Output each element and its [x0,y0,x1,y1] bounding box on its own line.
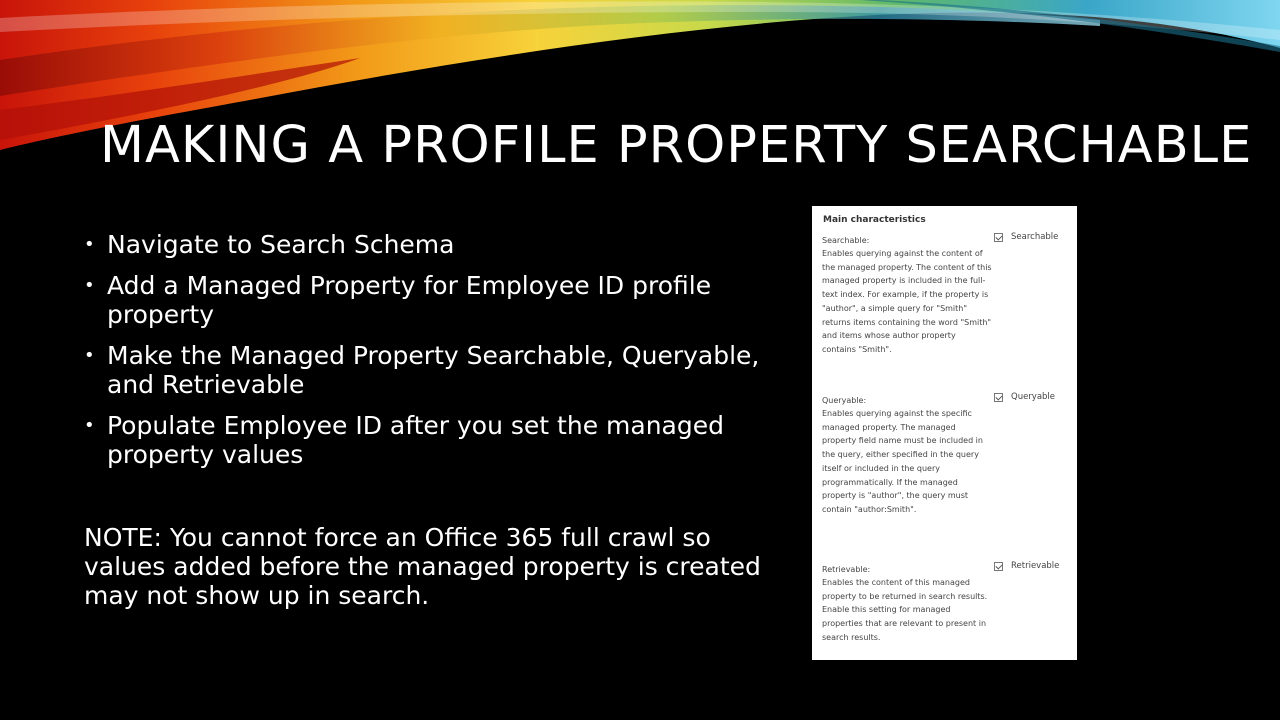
bullet-item [84,271,774,329]
bullet-text: Navigate to Search Schema [107,230,455,259]
slide-title: MAKING A PROFILE PROPERTY SEARCHABLE [100,116,1253,175]
bullet-item [84,411,774,469]
bullet-text: Make the Managed Property Searchable, Queryable, and Retrievable [107,341,760,399]
property-label: Searchable: [822,236,870,245]
bullet-item [84,230,774,259]
checkbox-label: Retrievable [1011,561,1060,571]
property-retrievable [822,563,992,645]
checkbox-checked-icon[interactable] [994,393,1003,402]
checkbox-label: Queryable [1011,392,1056,402]
property-description: Enables querying against the specific managed property. The managed property field name must be included in the query, either specified in the query itself or included in the query programmatically. If the managed property is "author", the query must contain "author:Smith". [822,409,983,514]
bullet-text: Add a Managed Property for Employee ID profile property [107,271,712,329]
retrievable-checkbox[interactable] [994,561,1059,571]
bullet-icon: • [84,415,95,436]
checkbox-label: Searchable [1011,232,1059,242]
property-description: Enables the content of this managed property to be returned in search results. Enable this setting for managed properties that are relevant to present in search results. [822,578,988,642]
bullet-item [84,341,774,399]
panel-heading: Main characteristics [823,215,926,225]
checkbox-checked-icon[interactable] [994,233,1003,242]
bullet-list [84,230,774,481]
bullet-icon: • [84,234,95,255]
property-description: Enables querying against the content of the managed property. The content of this managed property is included in the full-text index. For example, if the property is "author", a simple query for "Smith" returns items containing the word "Smith" and items whose author property contains "Smith". [822,249,992,354]
searchable-checkbox[interactable] [994,232,1058,242]
bullet-text: Populate Employee ID after you set the managed property values [107,411,724,469]
bullet-icon: • [84,345,95,366]
property-label: Retrievable: [822,565,871,574]
note-text: NOTE: You cannot force an Office 365 full crawl so values added before the managed property is created may not show up in search. [84,523,761,610]
property-searchable [822,234,992,357]
checkbox-checked-icon[interactable] [994,562,1003,571]
property-label: Queryable: [822,396,867,405]
property-queryable [822,394,992,517]
bullet-icon: • [84,275,95,296]
queryable-checkbox[interactable] [994,392,1055,402]
embedded-settings-screenshot [812,206,1077,660]
